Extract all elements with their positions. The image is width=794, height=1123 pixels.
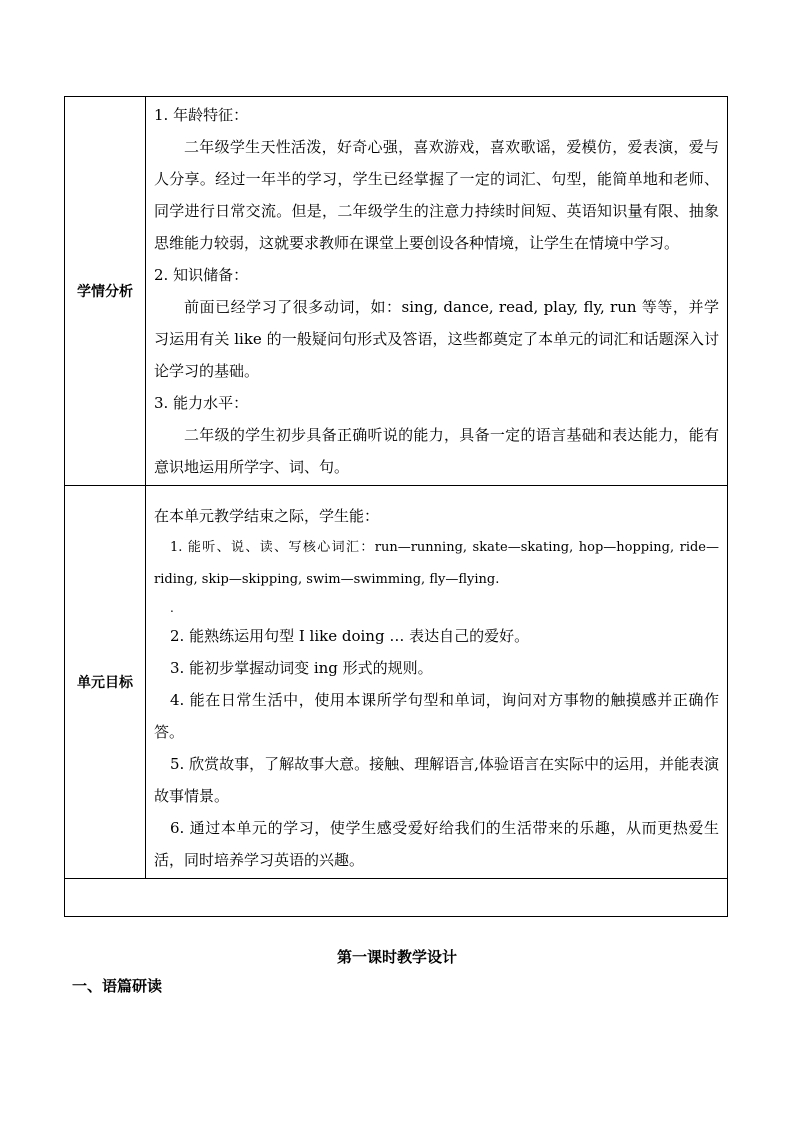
lesson-plan-table	[64, 96, 728, 917]
goal-item-5: 5. 欣赏故事，了解故事大意。接触、理解语言,体验语言在实际中的运用，并能表演故事情景。	[154, 755, 719, 805]
goal-item-4: 4. 能在日常生活中，使用本课所学句型和单词，询问对方事物的触摸感并正确作答。	[154, 691, 719, 741]
ability-heading: 3. 能力水平：	[154, 394, 249, 412]
goals-intro: 在本单元教学结束之际，学生能：	[154, 507, 380, 525]
goals-label: 单元目标	[65, 486, 146, 879]
analysis-content	[146, 97, 728, 486]
ability-paragraph: 二年级的学生初步具备正确听说的能力，具备一定的语言基础和表达能力，能有意识地运用所学字、词、句。	[154, 426, 719, 476]
analysis-row	[65, 97, 728, 486]
subsection-title: 一、语篇研读	[72, 977, 163, 995]
knowledge-heading: 2. 知识储备：	[154, 266, 249, 284]
analysis-label: 学情分析	[65, 97, 146, 486]
age-heading: 1. 年龄特征：	[154, 106, 249, 124]
goals-row	[65, 486, 728, 879]
empty-row	[65, 879, 728, 917]
age-paragraph: 二年级学生天性活泼，好奇心强，喜欢游戏，喜欢歌谣，爱模仿，爱表演，爱与人分享。经过一年半的学习，学生已经掌握了一定的词汇、句型，能简单地和老师、同学进行日常交流。但是，二年级学生的注意力持续时间短、英语知识量有限、抽象思维能力较弱，这就要求教师在课堂上要创设各种情境，让学生在情境中学习。	[154, 138, 719, 252]
knowledge-paragraph: 前面已经学习了很多动词，如：sing, dance, read, play, fly, run 等等，并学习运用有关 like 的一般疑问句形式及答语，这些都奠定了本单元的词汇和话题深入讨论学习的基础。	[154, 298, 719, 380]
goal-item-3: 3. 能初步掌握动词变 ing 形式的规则。	[170, 659, 433, 677]
goal-item-2: 2. 能熟练运用句型 I like doing … 表达自己的爱好。	[170, 627, 530, 645]
empty-cell	[65, 879, 728, 917]
goal-item-1: 1. 能听、说、读、写核心词汇：run—running, skate—skating, hop—hopping, ride—riding, skip—skipping, swim—swimming, fly—flying.	[154, 540, 719, 587]
section-title: 第一课时教学设计	[336, 948, 457, 966]
goal-dot: .	[170, 601, 174, 615]
goals-content	[146, 486, 728, 879]
goal-item-6: 6. 通过本单元的学习，使学生感受爱好给我们的生活带来的乐趣，从而更热爱生活，同时培养学习英语的兴趣。	[154, 819, 719, 869]
